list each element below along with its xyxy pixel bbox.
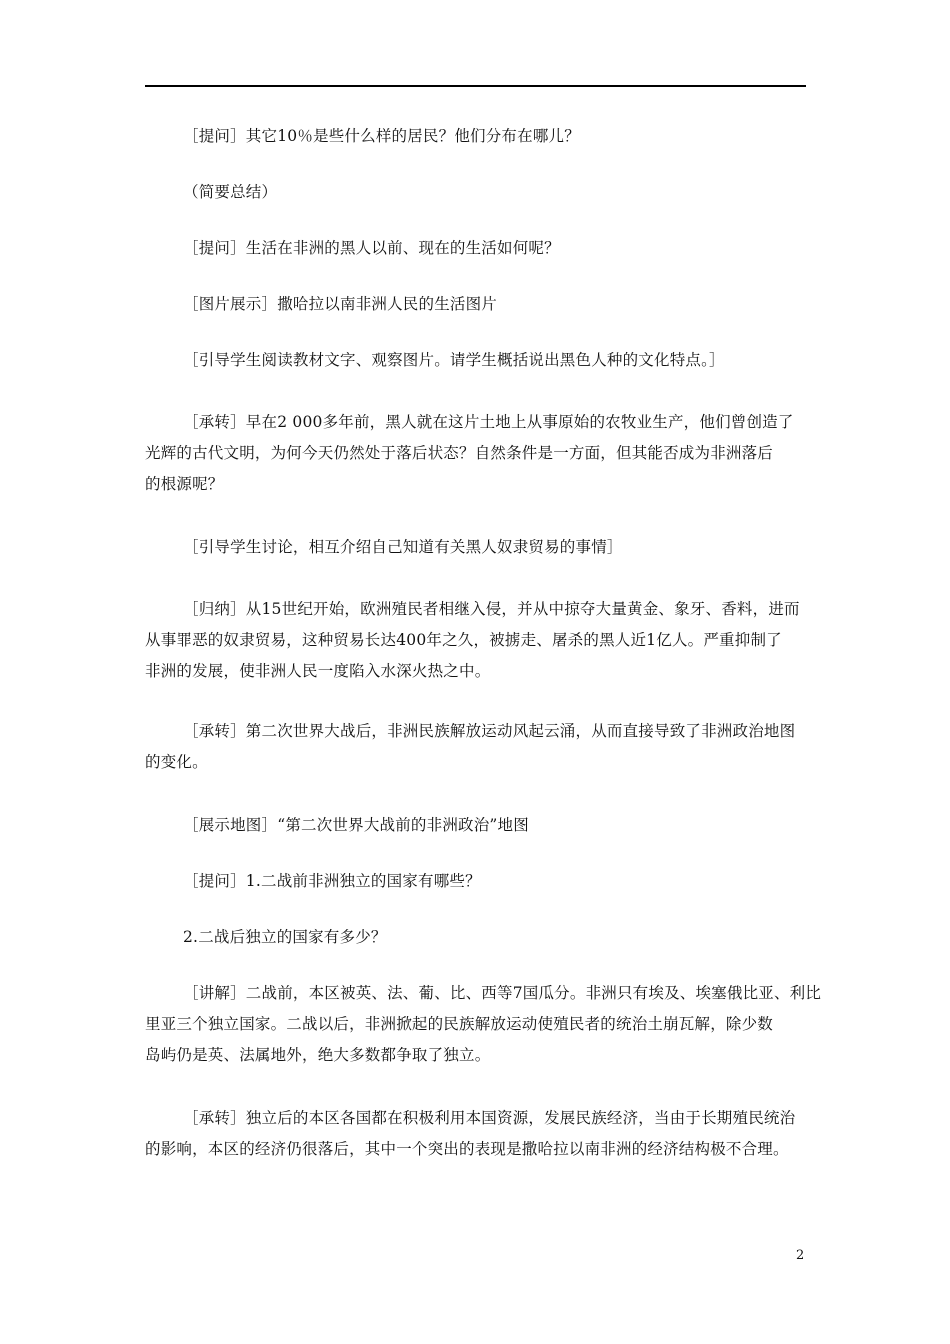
paragraph-question-independent-after [145, 922, 851, 953]
text-line: 非洲的发展，使非洲人民一度陷入水深火热之中。 [145, 662, 491, 680]
paragraph-guide-reading [145, 345, 851, 376]
text-line: ［提问］生活在非洲的黑人以前、现在的生活如何呢？ [183, 239, 560, 257]
text-line: 里亚三个独立国家。二战以后，非洲掀起的民族解放运动使殖民者的统治土崩瓦解，除少数 [145, 1015, 774, 1033]
text-line: ［归纳］从15世纪开始，欧洲殖民者相继入侵，并从中掠夺大量黄金、象牙、香料，进而 [183, 600, 800, 618]
header-rule [145, 85, 806, 87]
text-line: ［讲解］二战前，本区被英、法、葡、比、西等7国瓜分。非洲只有埃及、埃塞俄比亚、利比 [183, 984, 822, 1002]
text-line: ［引导学生阅读教材文字、观察图片。请学生概括说出黑色人种的文化特点。］ [183, 351, 725, 369]
text-line: ［承转］早在2 000多年前，黑人就在这片土地上从事原始的农牧业生产，他们曾创造了 [183, 413, 794, 431]
paragraph-picture-display [145, 289, 851, 320]
page-number: 2 [796, 1248, 805, 1263]
paragraph-summary-slave-trade [145, 594, 813, 687]
text-line: ［展示地图］“第二次世界大战前的非洲政治”地图 [183, 816, 529, 834]
paragraph-question-black-life [145, 233, 851, 264]
text-line: ［引导学生讨论，相互介绍自己知道有关黑人奴隶贸易的事情］ [183, 538, 623, 556]
paragraph-brief-summary [145, 177, 851, 208]
paragraph-map-display [145, 810, 851, 841]
text-line: 岛屿仍是英、法属地外，绝大多数都争取了独立。 [145, 1046, 491, 1064]
text-line: （简要总结） [183, 183, 278, 201]
text-line: ［提问］其它10％是些什么样的居民？他们分布在哪儿？ [183, 127, 580, 145]
text-line: 光辉的古代文明，为何今天仍然处于落后状态？自然条件是一方面，但其能否成为非洲落后 [145, 444, 774, 462]
paragraph-question-independent-before [145, 866, 851, 897]
text-line: ［提问］1.二战前非洲独立的国家有哪些？ [183, 872, 481, 890]
paragraph-explanation-partition [145, 978, 822, 1071]
paragraph-question-other-residents [145, 121, 851, 152]
text-line: ［图片展示］撒哈拉以南非洲人民的生活图片 [183, 295, 498, 313]
paragraph-transition-liberation [145, 716, 813, 778]
text-line: ［承转］独立后的本区各国都在积极利用本国资源，发展民族经济，当由于长期殖民统治 [183, 1109, 796, 1127]
paragraph-transition-economy [145, 1103, 813, 1165]
paragraph-guide-discussion [145, 532, 851, 563]
paragraph-transition-ancient-civilization [145, 407, 813, 500]
text-line: 从事罪恶的奴隶贸易，这种贸易长达400年之久，被掳走、屠杀的黑人近1亿人。严重抑制了 [145, 631, 782, 649]
text-line: 的变化。 [145, 753, 208, 771]
text-line: 2.二战后独立的国家有多少？ [183, 928, 387, 946]
text-line: ［承转］第二次世界大战后，非洲民族解放运动风起云涌，从而直接导致了非洲政治地图 [183, 722, 796, 740]
text-line: 的根源呢？ [145, 475, 224, 493]
text-line: 的影响，本区的经济仍很落后，其中一个突出的表现是撒哈拉以南非洲的经济结构极不合理。 [145, 1140, 789, 1158]
